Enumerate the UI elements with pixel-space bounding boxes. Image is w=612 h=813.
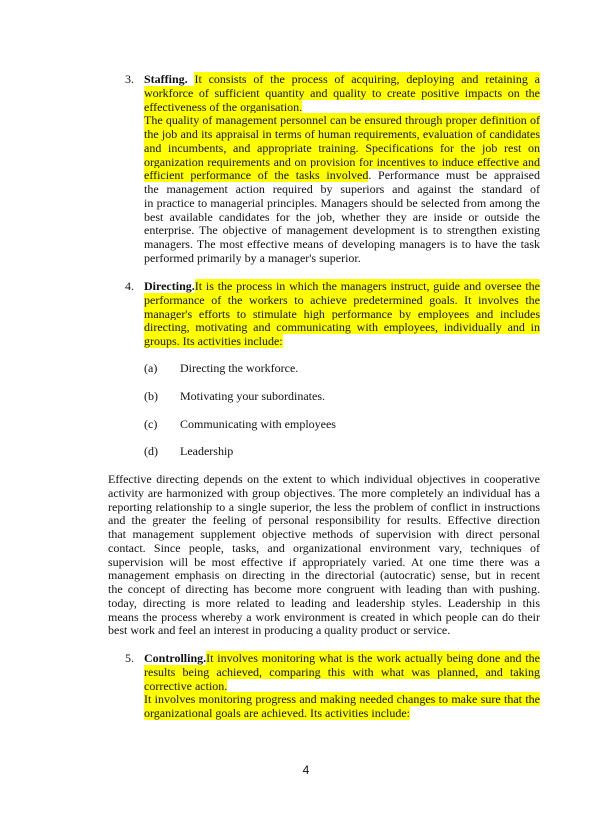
highlighted-text: It consists of the process of acquiring, deploying and retaining a — [194, 72, 540, 86]
list-number: 4. — [125, 279, 134, 293]
highlighted-text: and incumbents, and appropriate training. Specifications for the job rest on — [144, 140, 540, 155]
text-run: activity are harmonized with group objectives. The more completely an individual has a — [108, 485, 540, 500]
highlighted-text: It involves monitoring progress and making needed changes to make sure that the — [144, 692, 540, 707]
text-line — [144, 155, 540, 169]
text-line — [108, 582, 540, 596]
text-line — [144, 86, 540, 100]
text-run: and the greater the feeling of personal responsibility for results. Effective direction — [108, 513, 540, 528]
text-line — [144, 127, 540, 141]
text-run: that management supplement objective methods of supervision with direct personal — [108, 527, 540, 541]
text-line — [108, 500, 540, 514]
sub-item-text: Motivating your subordinates. — [180, 389, 325, 403]
text-line — [144, 223, 540, 237]
list-number: 5. — [125, 651, 134, 665]
text-run: Effective directing depends on the extent to which individual objectives in cooperative — [108, 472, 540, 486]
text-line — [144, 237, 540, 251]
text-run: managers. The most effective means of developing managers is to have the task — [144, 237, 540, 251]
section-heading: Directing. — [144, 279, 195, 293]
text-line — [144, 113, 540, 127]
section-heading: Controlling. — [144, 651, 207, 665]
text-line — [144, 692, 540, 706]
text-run: reporting relationship to a single superior, the less the problem of conflict in instructions — [108, 499, 540, 514]
highlighted-text: groups. Its activities include: — [144, 334, 283, 348]
text-line — [144, 651, 540, 665]
sub-item-label: (a) — [144, 361, 158, 375]
text-line — [144, 307, 540, 321]
text-line — [144, 293, 540, 307]
highlighted-text: The quality of management personnel can be ensured through proper definition of — [144, 113, 540, 128]
highlighted-text: effectiveness of the organisation. — [144, 99, 303, 114]
text-line — [144, 196, 540, 210]
sub-item-label: (c) — [144, 417, 158, 431]
text-line — [108, 568, 540, 582]
highlighted-text: performance of the workers to achieve predetermined goals. It involves the — [144, 292, 540, 307]
text-run: the management action required by superiors and against the standard of — [144, 182, 540, 196]
text-line — [144, 100, 302, 114]
sub-item-label: (b) — [144, 389, 158, 403]
text-line — [108, 513, 540, 527]
text-line — [108, 486, 540, 500]
sub-item-text: Communicating with employees — [180, 417, 336, 431]
text-run: means the process whereby a work environment is created in which people can do their — [108, 609, 540, 624]
text-run: . Performance must be appraised — [368, 168, 540, 183]
text-line — [108, 555, 540, 569]
sub-item-label: (d) — [144, 444, 158, 458]
highlighted-text: the job and its appraisal in terms of human requirements, evaluation of candidates — [144, 127, 540, 141]
highlighted-text: corrective action. — [144, 678, 228, 693]
text-line — [144, 210, 540, 224]
highlighted-text: directing, motivating and communicating with employees, individually and in — [144, 320, 540, 335]
text-line — [144, 251, 361, 265]
text-run: the concept of directing has become more congruent with leading than with pushing. — [108, 582, 540, 596]
text-run: best work and feel an interest in producing a quality product or service. — [108, 623, 451, 638]
highlighted-text: manager's efforts to stimulate high performance by employees and includes — [144, 306, 540, 321]
text-line — [144, 72, 540, 86]
sub-item-text: Leadership — [180, 444, 234, 458]
text-run: in practice to managerial principles. Managers should be selected from among the — [144, 195, 540, 210]
text-line — [108, 610, 540, 624]
text-line — [144, 279, 540, 293]
text-line — [108, 623, 450, 637]
text-line — [144, 679, 227, 693]
text-line — [144, 665, 540, 679]
text-run: today, directing is more related to leading and leadership styles. Leadership in this — [108, 595, 540, 610]
text-run: supervision will be most effective if appropriately varied. At one time there was a — [108, 554, 540, 569]
text-run: contact. Since people, tasks, and organizational environment vary, techniques of — [108, 540, 540, 555]
text-line — [108, 527, 540, 541]
highlighted-text: It involves monitoring what is the work actually being done and the — [206, 651, 540, 665]
text-line — [144, 182, 540, 196]
highlighted-text: results being achieved, comparing this with what was planned, and taking — [144, 664, 540, 679]
text-line — [144, 168, 540, 182]
text-line — [108, 472, 540, 486]
text-line — [108, 596, 540, 610]
text-run: best available candidates for the job, whether they are inside or outside the — [144, 209, 540, 224]
highlighted-text: organizational goals are achieved. Its activities include: — [144, 706, 411, 720]
text-line — [144, 706, 410, 720]
text-run: management emphasis on directing in the directorial (autocratic) sense, but in recent — [108, 568, 540, 583]
sub-item-text: Directing the workforce. — [180, 361, 299, 375]
highlighted-text: organization requirements and on provision for incentives to induce effective and — [144, 154, 540, 169]
highlighted-text: efficient performance of the tasks involved — [144, 168, 369, 183]
list-number: 3. — [125, 72, 134, 86]
text-line — [144, 320, 540, 334]
highlighted-text: workforce of sufficient quantity and quality to create positive impacts on the — [144, 85, 540, 100]
section-heading: Staffing. — [144, 72, 188, 86]
text-line — [108, 541, 540, 555]
text-run: enterprise. The objective of management development is to strengthen existing — [144, 223, 540, 238]
page-number: 4 — [302, 763, 310, 777]
text-line — [144, 141, 540, 155]
highlighted-text: It is the process in which the managers instruct, guide and oversee the — [194, 279, 540, 293]
text-run: performed primarily by a manager's superior. — [144, 250, 361, 265]
text-line — [144, 334, 283, 348]
